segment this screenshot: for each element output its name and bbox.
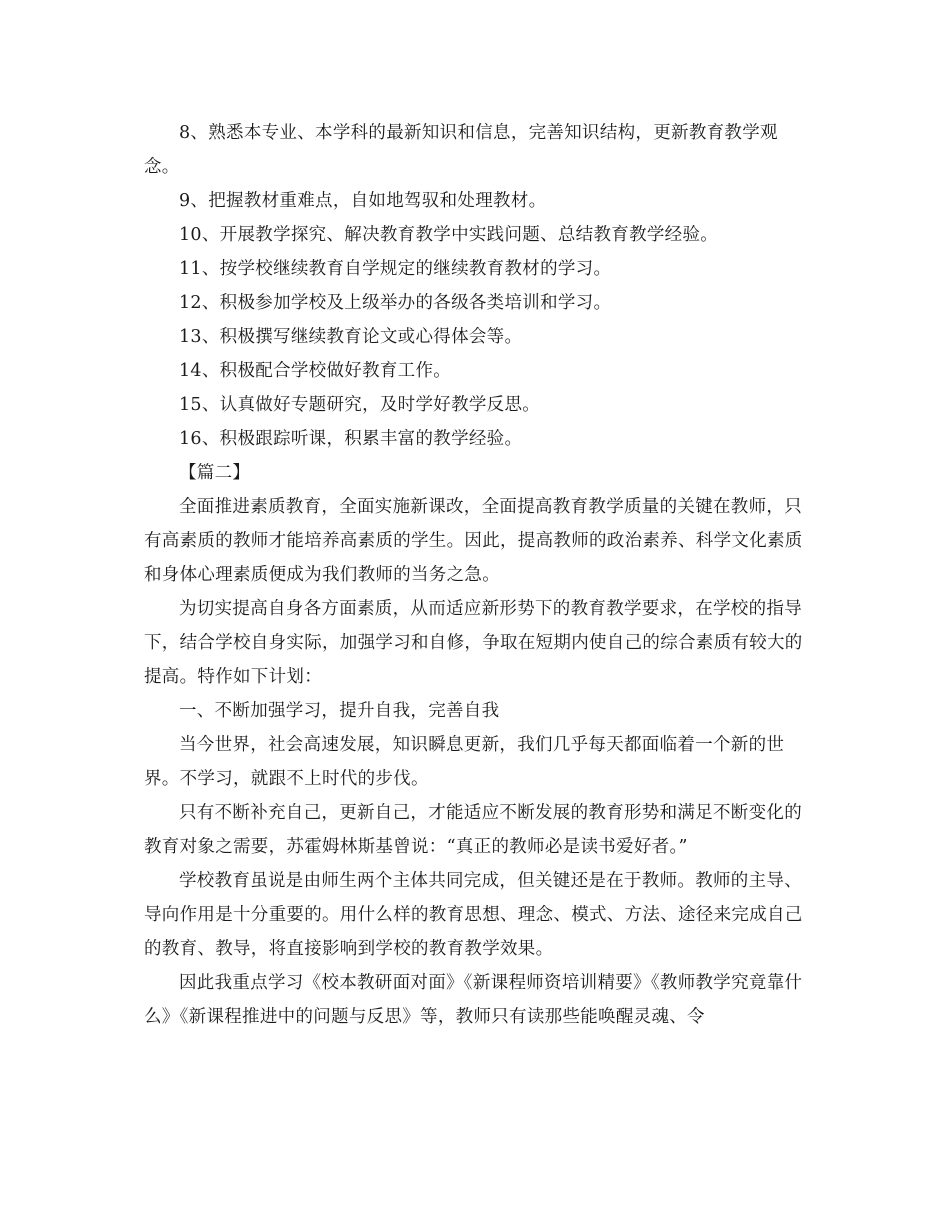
body-paragraph: 当今世界，社会高速发展，知识瞬息更新，我们几乎每天都面临着一个新的世界。不学习，就跟不上时代的步伐。 — [144, 735, 785, 789]
section-heading: 【篇二】 — [179, 463, 251, 483]
list-item-12: 12、积极参加学校及上级举办的各级各类培训和学习。 — [179, 293, 612, 313]
document-body — [144, 116, 809, 1034]
list-item-10: 10、开展教学探究、解决教育教学中实践问题、总结教育教学经验。 — [179, 225, 719, 245]
body-paragraph: 为切实提高自身各方面素质，从而适应新形势下的教育教学要求，在学校的指导下，结合学校自身实际，加强学习和自修，争取在短期内使自己的综合素质有较大的提高。特作如下计划： — [144, 599, 803, 687]
body-paragraph: 学校教育虽说是由师生两个主体共同完成，但关键还是在于教师。教师的主导、导向作用是十分重要的。用什么样的教育思想、理念、模式、方法、途径来完成自己的教育、教导，将直接影响到学校的教育教学效果。 — [144, 871, 803, 959]
list-item-11: 11、按学校继续教育自学规定的继续教育教材的学习。 — [179, 259, 612, 279]
list-item-13: 13、积极撰写继续教育论文或心得体会等。 — [179, 327, 523, 347]
body-paragraph: 因此我重点学习《校本教研面对面》《新课程师资培训精要》《教师教学究竟靠什么》《新课程推进中的问题与反思》等，教师只有读那些能唤醒灵魂、令 — [144, 973, 803, 1027]
list-item-16: 16、积极跟踪听课，积累丰富的教学经验。 — [179, 429, 523, 449]
subheading: 一、不断加强学习，提升自我，完善自我 — [179, 701, 500, 721]
body-paragraph: 只有不断补充自己，更新自己，才能适应不断发展的教育形势和满足不断变化的教育对象之需要，苏霍姆林斯基曾说：“真正的教师必是读书爱好者。” — [144, 803, 802, 857]
body-paragraph: 全面推进素质教育，全面实施新课改，全面提高教育教学质量的关键在教师，只有高素质的教师才能培养高素质的学生。因此，提高教师的政治素养、科学文化素质和身体心理素质便成为我们教师的当务之急。 — [144, 497, 803, 585]
list-item-15: 15、认真做好专题研究，及时学好教学反思。 — [179, 395, 541, 415]
list-item-9: 9、把握教材重难点，自如地驾驭和处理教材。 — [179, 191, 547, 211]
list-item-8: 8、熟悉本专业、本学科的最新知识和信息，完善知识结构，更新教育教学观念。 — [144, 123, 778, 177]
list-item-14: 14、积极配合学校做好教育工作。 — [179, 361, 452, 381]
